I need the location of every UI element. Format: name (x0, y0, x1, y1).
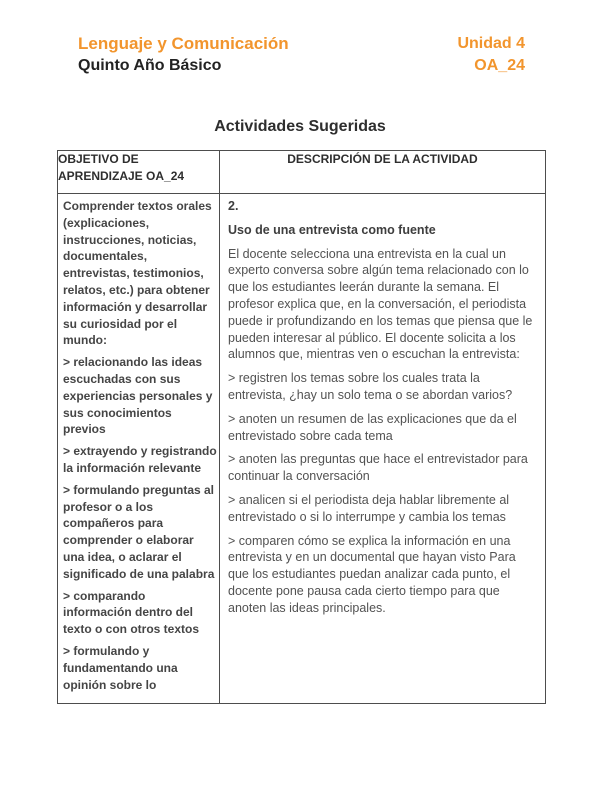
activity-number: 2. (228, 199, 239, 213)
objective-bullet: > formulando preguntas al profesor o a los compañeros para comprender o elaborar una idea, o aclarar el significado de una palabra (63, 482, 215, 581)
activity-subtitle: Uso de una entrevista como fuente (228, 222, 436, 237)
objective-intro: Comprender textos orales (explicaciones, instrucciones, noticias, documentales, entrevistas, testimonios, relatos, etc.) para obtener información y desarrollar su curiosidad por el mundo: (63, 199, 212, 348)
activity-bullet: > registren los temas sobre los cuales trata la entrevista, ¿hay un solo tema o se abordan varios? (228, 371, 513, 402)
column-header-objective: OBJETIVO DE APRENDIZAJE OA_24 (58, 151, 220, 194)
activity-bullet: > anoten un resumen de las explicaciones que da el entrevistado sobre cada tema (228, 411, 517, 443)
objective-cell (58, 194, 220, 704)
activity-cell (220, 194, 546, 704)
subject-title: Lenguaje y Comunicación (78, 34, 289, 53)
objective-bullet: > comparando información dentro del texto o con otros textos (63, 588, 200, 637)
activities-table (57, 150, 546, 704)
page-header (78, 33, 525, 77)
header-left (78, 33, 289, 77)
activity-content (220, 194, 545, 703)
table-header-row (58, 151, 546, 194)
objective-bullet: > extrayendo y registrando la información relevante (63, 444, 217, 475)
activity-bullet: > analicen si el periodista deja hablar libremente al entrevistado o si lo interrumpe y cambia los temas (228, 492, 510, 524)
column-header-description: DESCRIPCIÓN DE LA ACTIVIDAD (220, 151, 546, 194)
activity-intro: El docente selecciona una entrevista en la cual un experto conversa sobre algún tema relacionado con lo que los estudiantes leerán durante la semana. El profesor explica que, en la conversación, el periodista puede ir profundizando en los temas que piensa que le pueden interesar al público. El docente solicita a los alumnos que, mientras ven o escuchan la entrevista: (228, 246, 533, 362)
objective-bullet: > formulando y fundamentando una opinión sobre lo (63, 643, 178, 692)
activity-bullet: > comparen cómo se explica la información en una entrevista y en un documental que hayan visto Para que los estudiantes puedan analizar cada punto, el docente pone pausa cada cierto tiempo para que anoten las ideas principales. (228, 533, 516, 615)
grade-level: Quinto Año Básico (78, 57, 222, 74)
unit-label: Unidad 4 (457, 35, 525, 52)
activity-bullet: > anoten las preguntas que hace el entrevistador para continuar la conversación (228, 452, 528, 484)
header-right (457, 33, 525, 77)
page-title: Actividades Sugeridas (214, 118, 386, 135)
objective-bullet: > relacionando las ideas escuchadas con sus experiencias personales y sus conocimientos previos (63, 355, 213, 437)
oa-code: OA_24 (474, 57, 525, 74)
table-body-row (58, 194, 546, 704)
objective-content (58, 194, 219, 703)
